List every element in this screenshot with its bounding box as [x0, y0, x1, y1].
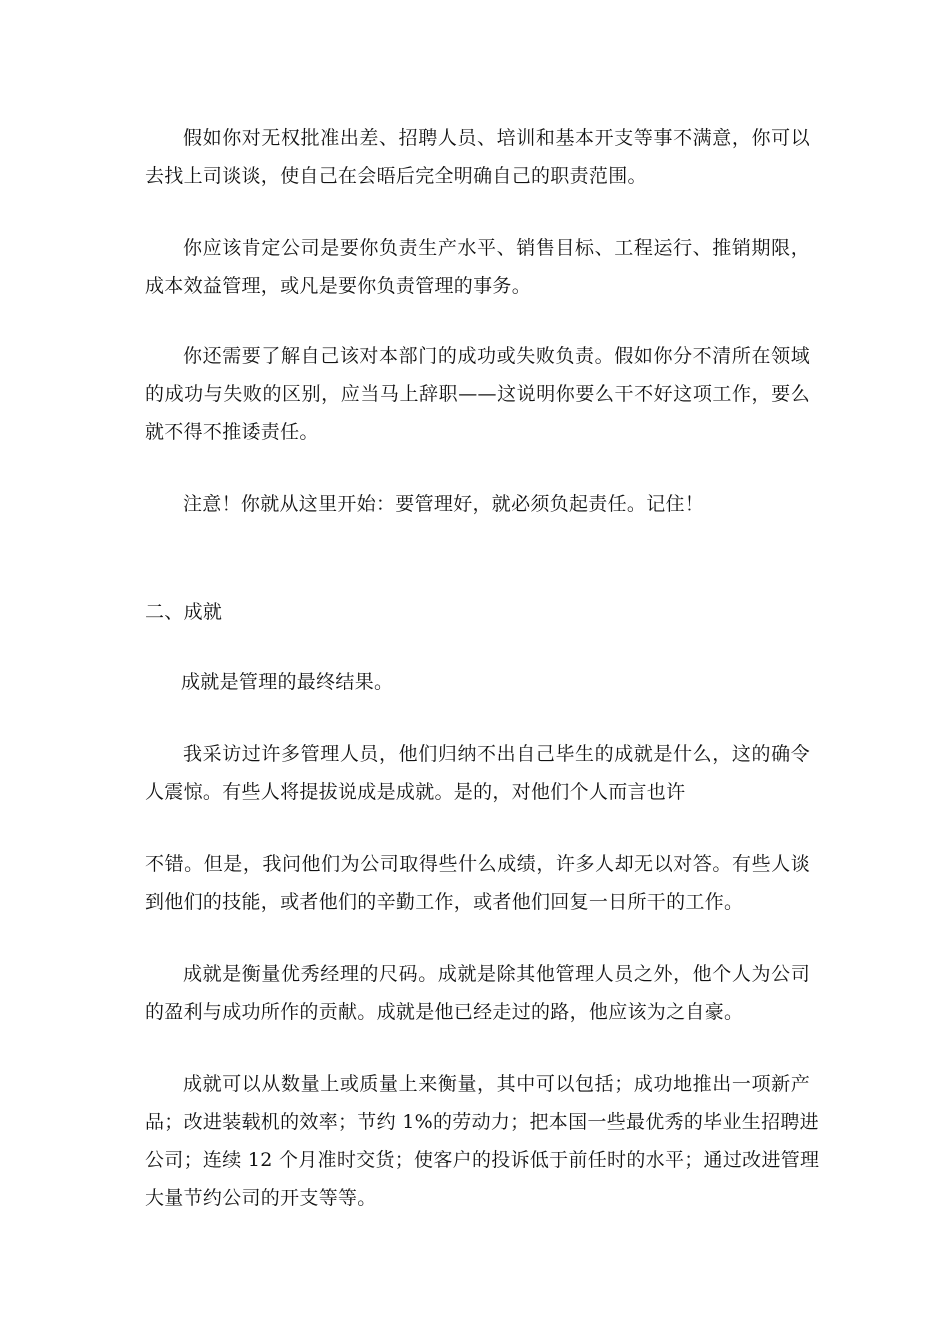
paragraph-8-line-1: 成就是衡量优秀经理的尺码。成就是除其他管理人员之外，他个人为公司 [183, 963, 810, 985]
paragraph-9-line-2: 品；改进装载机的效率；节约 1%的劳动力；把本国一些最优秀的毕业生招聘进 [145, 1111, 819, 1133]
paragraph-1-line-1: 假如你对无权批准出差、招聘人员、培训和基本开支等事不满意，你可以 [183, 127, 810, 149]
paragraph-6-line-1: 我采访过许多管理人员，他们归纳不出自己毕生的成就是什么，这的确令 [183, 743, 810, 765]
section-heading: 二、成就 [145, 601, 223, 623]
paragraph-9-line-1: 成就可以从数量上或质量上来衡量，其中可以包括；成功地推出一项新产 [183, 1073, 810, 1095]
paragraph-6-line-2: 人震惊。有些人将提拔说成是成就。是的，对他们个人而言也许 [145, 781, 686, 803]
paragraph-2-line-2: 成本效益管理，或凡是要你负责管理的事务。 [145, 275, 532, 297]
paragraph-2-line-1: 你应该肯定公司是要你负责生产水平、销售目标、工程运行、推销期限， [183, 237, 810, 259]
paragraph-8-line-2: 的盈利与成功所作的贡献。成就是他已经走过的路，他应该为之自豪。 [145, 1001, 744, 1023]
paragraph-5-line-1: 成就是管理的最终结果。 [181, 671, 394, 693]
paragraph-3-line-3: 就不得不推诿责任。 [145, 421, 319, 443]
paragraph-9-line-4: 大量节约公司的开支等等。 [145, 1187, 377, 1209]
paragraph-7-line-1: 不错。但是，我问他们为公司取得些什么成绩，许多人却无以对答。有些人谈 [145, 853, 810, 875]
paragraph-3-line-2: 的成功与失败的区别，应当马上辞职——这说明你要么干不好这项工作，要么 [145, 383, 810, 405]
paragraph-3-line-1: 你还需要了解自己该对本部门的成功或失败负责。假如你分不清所在领域 [183, 345, 810, 367]
paragraph-9-line-3: 公司；连续 12 个月准时交货；使客户的投诉低于前任时的水平；通过改进管理 [145, 1149, 820, 1171]
paragraph-4-line-1: 注意！你就从这里开始：要管理好，就必须负起责任。记住！ [183, 493, 705, 515]
paragraph-1-line-2: 去找上司谈谈，使自己在会晤后完全明确自己的职责范围。 [145, 165, 647, 187]
paragraph-7-line-2: 到他们的技能，或者他们的辛勤工作，或者他们回复一日所干的工作。 [145, 891, 744, 913]
